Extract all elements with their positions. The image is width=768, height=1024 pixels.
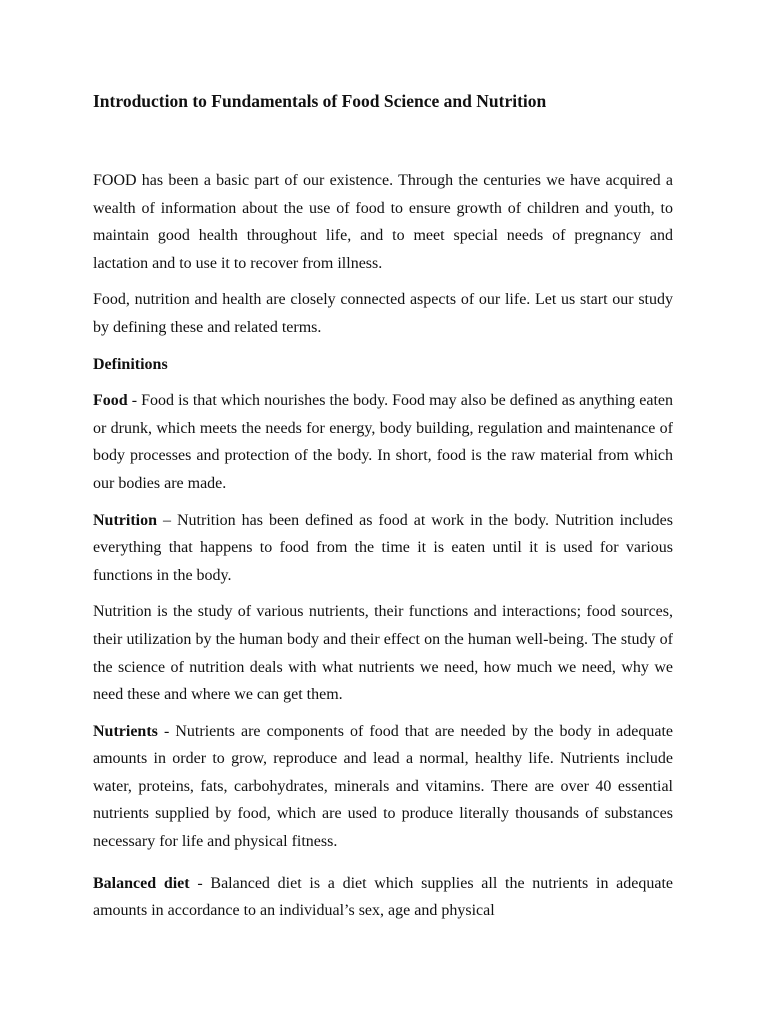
definition-text: Nutrients are components of food that are needed by the body in adequate amounts in order to grow, reproduce and lead a normal, healthy life. Nutrients include water, proteins, fats, carbohydrates, minerals and vitamins. There are over 40 essential nutrients supplied by food, which are used to produce literally thousands of substances necessary for life and physical fitness. xyxy=(93,722,673,851)
definition-term: Nutrients xyxy=(93,722,158,740)
nutrition-study-paragraph: Nutrition is the study of various nutrients, their functions and interactions; food sources, their utilization by the human body and their effect on the human well-being. The study of the science of nutrition deals with what nutrients we need, how much we need, why we need these and where we can get them. xyxy=(93,603,673,704)
definition-term: Balanced diet xyxy=(93,874,190,892)
definition-text: Balanced diet is a diet which supplies all the nutrients in adequate amounts in accordance to an individual’s sex, age and physical xyxy=(93,874,674,920)
definition-balanced-diet xyxy=(93,870,673,925)
definition-text: Nutrition has been defined as food at work in the body. Nutrition includes everything that happens to food from the time it is eaten until it is used for various functions in the body. xyxy=(93,511,674,584)
intro-paragraph-1: FOOD has been a basic part of our existence. Through the centuries we have acquired a wealth of information about the use of food to ensure growth of children and youth, to maintain good health throughout life, and to meet special needs of pregnancy and lactation and to use it to recover from illness. xyxy=(93,172,673,272)
intro-paragraph-2: Food, nutrition and health are closely connected aspects of our life. Let us start our study by defining these and related terms. xyxy=(93,291,673,336)
definition-term: Food xyxy=(93,392,128,410)
definitions-heading: Definitions xyxy=(93,355,168,373)
definition-nutrients xyxy=(93,718,673,856)
definition-nutrition xyxy=(93,507,673,590)
document-title: Introduction to Fundamentals of Food Science and Nutrition xyxy=(93,91,547,111)
definition-food xyxy=(93,387,673,497)
definition-separator: – xyxy=(157,511,177,529)
definition-term: Nutrition xyxy=(93,511,157,529)
definition-text: Food is that which nourishes the body. Food may also be defined as anything eaten or drunk, which meets the needs for energy, body building, regulation and maintenance of body processes and protection of the body. In short, food is the raw material from which our bodies are made. xyxy=(93,392,673,492)
definition-separator: - xyxy=(127,392,142,410)
definition-separator: - xyxy=(157,722,176,740)
definition-separator: - xyxy=(189,874,211,892)
document-page xyxy=(93,88,673,934)
